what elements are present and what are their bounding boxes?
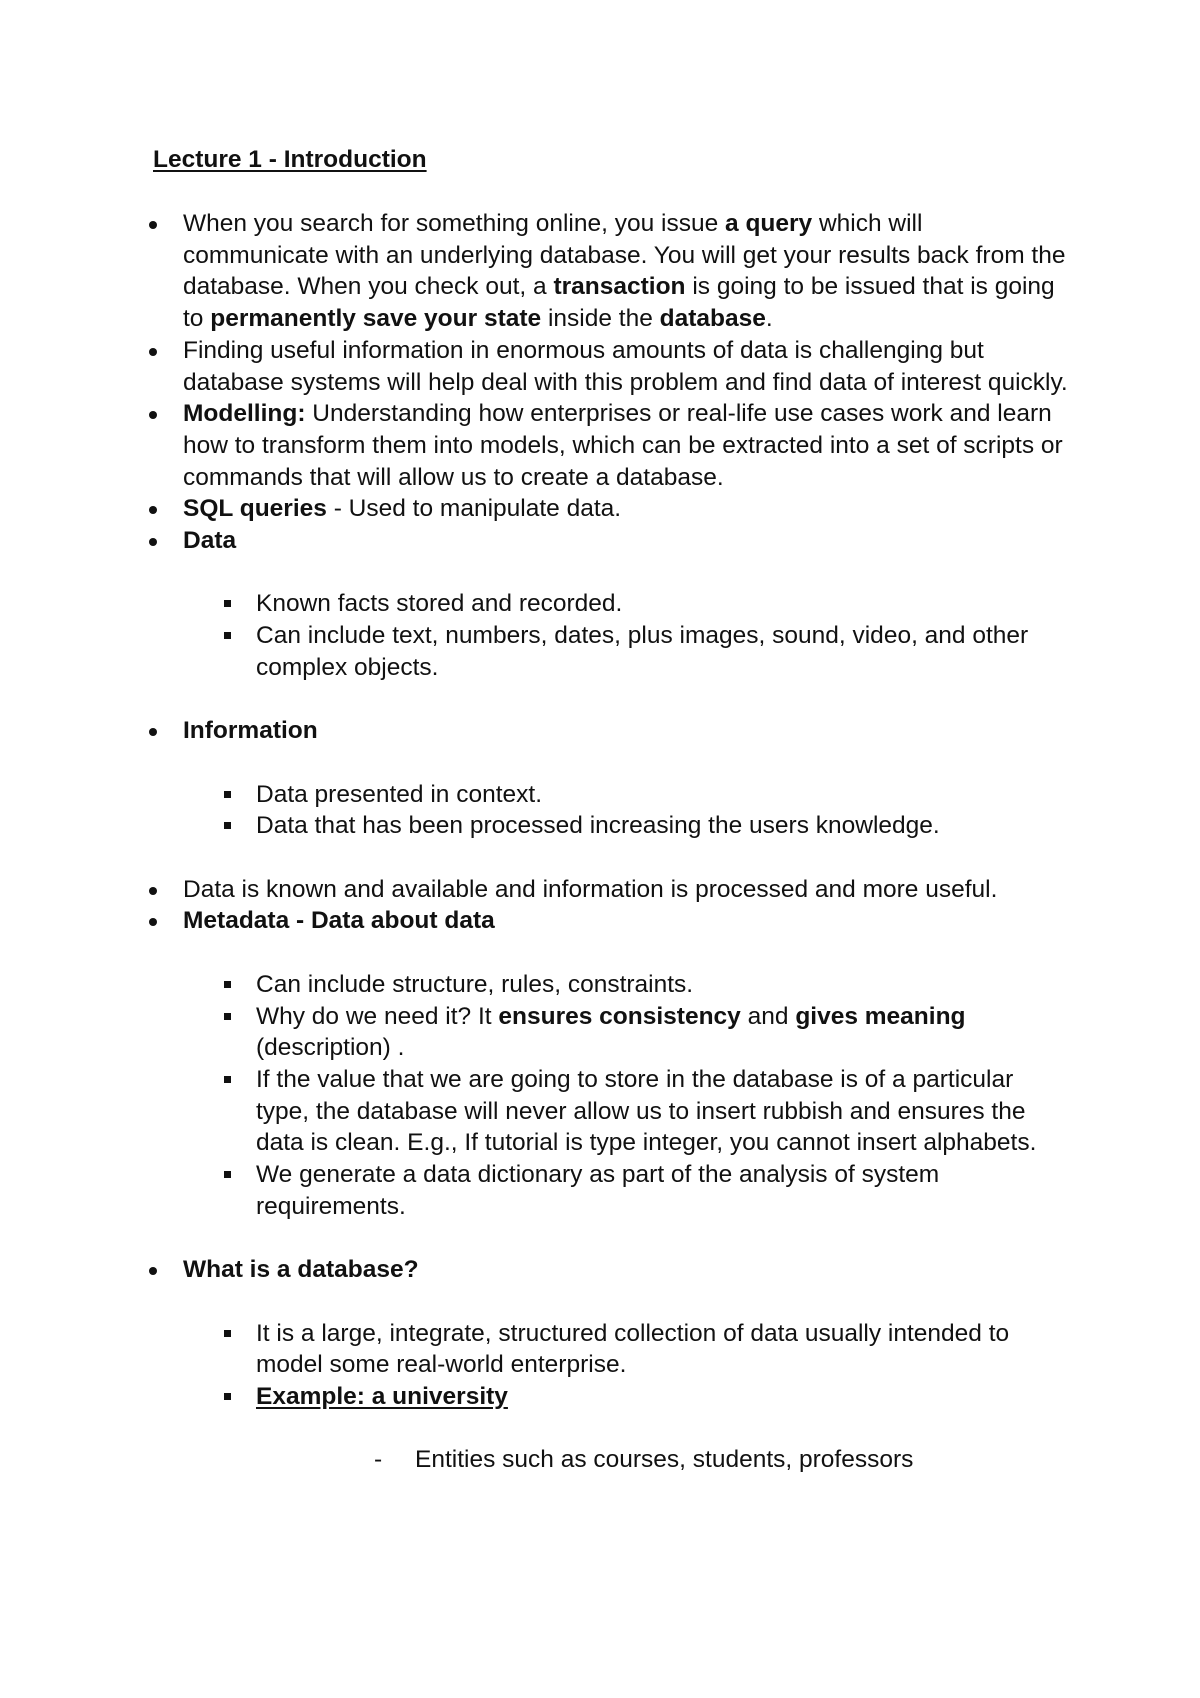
sub-list-item: Can include structure, rules, constraints.: [0, 969, 1200, 1001]
bullet-square-icon: [224, 981, 231, 988]
bullet-dot-icon: [149, 348, 157, 356]
notes-content: [0, 208, 1200, 1476]
spacer: [0, 1286, 1200, 1318]
list-item: SQL queries - Used to manipulate data.: [0, 493, 1200, 525]
bullet-dot-icon: [149, 918, 157, 926]
list-item: Information: [0, 715, 1200, 747]
bullet-square-icon: [224, 600, 231, 607]
sub-list-item: Known facts stored and recorded.: [0, 588, 1200, 620]
sub-list-item: It is a large, integrate, structured collection of data usually intended to model some real-world enterprise.: [0, 1318, 1200, 1381]
sub-list-item: If the value that we are going to store in the database is of a particular type, the database will never allow us to insert rubbish and ensures the data is clean. E.g., If tutorial is type integer, you cannot insert alphabets.: [0, 1064, 1200, 1159]
bullet-square-icon: [224, 1171, 231, 1178]
bullet-dot-icon: [149, 728, 157, 736]
spacer: [0, 842, 1200, 874]
list-item: Modelling: Understanding how enterprises or real-life use cases work and learn how to transform them into models, which can be extracted into a set of scripts or commands that will allow us to create a database.: [0, 398, 1200, 493]
bullet-dot-icon: [149, 506, 157, 514]
bullet-dot-icon: [149, 887, 157, 895]
spacer: [0, 1222, 1200, 1254]
bullet-dot-icon: [149, 538, 157, 546]
bullet-dot-icon: [149, 1267, 157, 1275]
dash-marker: -: [374, 1446, 383, 1474]
sub-list-item: Can include text, numbers, dates, plus images, sound, video, and other complex objects.: [0, 620, 1200, 683]
bullet-square-icon: [224, 791, 231, 798]
sub-list-item: Example: a university: [0, 1381, 1200, 1413]
bullet-square-icon: [224, 1013, 231, 1020]
spacer: [0, 937, 1200, 969]
spacer: [0, 747, 1200, 779]
sub-list-item: Data that has been processed increasing the users knowledge.: [0, 810, 1200, 842]
bullet-dot-icon: [149, 221, 157, 229]
spacer: [0, 1413, 1200, 1445]
list-item: When you search for something online, you issue a query which will communicate with an underlying database. You will get your results back from the database. When you check out, a transaction is going to be issued that is going to permanently save your state inside the database.: [0, 208, 1200, 335]
bullet-square-icon: [224, 822, 231, 829]
list-item: What is a database?: [0, 1254, 1200, 1286]
list-item: Data is known and available and information is processed and more useful.: [0, 874, 1200, 906]
spacer: [0, 557, 1200, 589]
sub-list-item: Why do we need it? It ensures consistency and gives meaning (description) .: [0, 1001, 1200, 1064]
bullet-square-icon: [224, 632, 231, 639]
bullet-square-icon: [224, 1330, 231, 1337]
page-title: Lecture 1 - Introduction: [153, 146, 427, 173]
sub-list-item: Data presented in context.: [0, 779, 1200, 811]
list-item: Finding useful information in enormous amounts of data is challenging but database systems will help deal with this problem and find data of interest quickly.: [0, 335, 1200, 398]
list-item: Data: [0, 525, 1200, 557]
spacer: [0, 684, 1200, 716]
bullet-dot-icon: [149, 411, 157, 419]
sub-list-item: We generate a data dictionary as part of the analysis of system requirements.: [0, 1159, 1200, 1222]
bullet-square-icon: [224, 1393, 231, 1400]
list-item: Metadata - Data about data: [0, 905, 1200, 937]
bullet-square-icon: [224, 1076, 231, 1083]
sub-sub-list-item: - Entities such as courses, students, professors: [0, 1444, 1200, 1476]
